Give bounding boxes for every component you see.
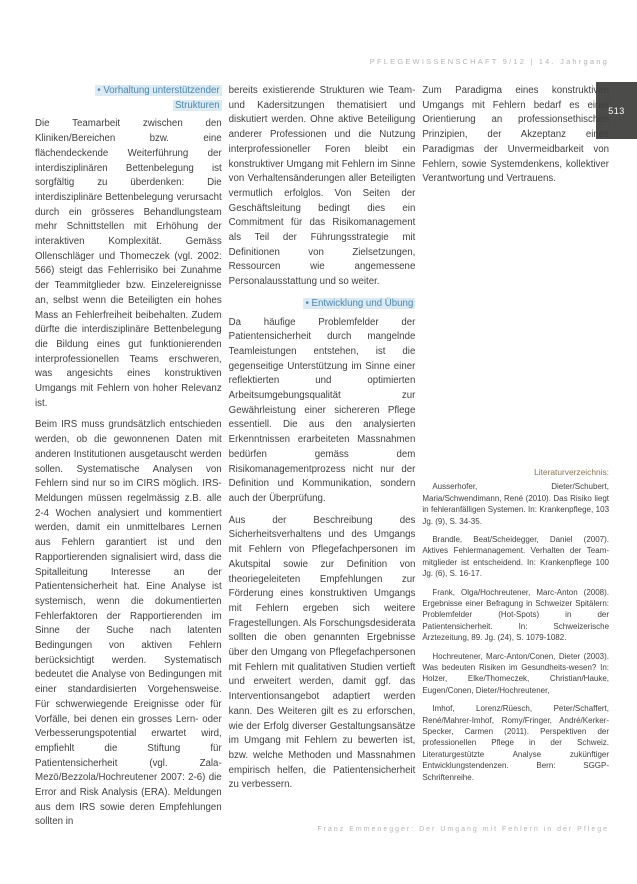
heading-line: • Entwicklung und Übung	[305, 297, 414, 309]
reference-entry: Frank, Olga/Hochreutener, Marc-Anton (2008). Ergebnisse einer Befragung in Schweizer Spitälern: Problemfelder (Hot-Spots) in der Patientensicherheit. In: Schweizerische Ärztezeitung, 89. Jg. (24), S. 1079-1082.	[422, 587, 610, 643]
heading-line-2: Strukturen	[174, 99, 220, 111]
paragraph: Da häufige Problemfelder der Patientensicherheit durch mangelnde Teamleistungen entstehen, ist die gegenseitige Unterstützung im Sinne einer reflektierten und optimierten Arbeitsumgebungsqualität zur Gewährleistung einer sichereren Pflege essentiell. Die aus den analysierten Erkenntnissen erarbeiteten Massnahmen bedürfen gemäss dem Risikomanagementprozess nicht nur der Definition und Kommunikation, sondern auch der Überprüfung.	[228, 316, 416, 504]
text-columns	[35, 84, 609, 837]
page-number: 513	[608, 105, 625, 116]
column-2	[229, 84, 416, 837]
paragraph: Zum Paradigma eines konstruktiven Umgangs mit Fehlern bedarf es einer Orientierung an professionsethischen Prinzipien, der Akzeptanz eines Paradigmas der Unvermeidbarkeit von Fehlern, sowie Systemdenkens, kollektiver Verantwortung und Vertrauens.	[422, 85, 610, 185]
reference-entry: Imhof, Lorenz/Rüesch, Peter/Schaffert, René/Mahrer-Imhof, Romy/Fringer, André/Kerker-Specker, Carmen (2011). Perspektiven der professionellen Pflege in der Schweiz. Literaturgestützte Analyse zukünftiger Entwicklungstendenzen. Bern: SGGP-Schriftenreihe.	[422, 704, 610, 782]
section-heading-entwicklung	[229, 297, 416, 312]
paragraph: Aus der Beschreibung des Sicherheitsverhaltens und des Umgangs mit Fehlern von Pflegefachpersonen im Akutspital sowie zur Definition von theoriegeleiteten Empfehlungen zur Förderung eines konstruktiven Umgangs mit Fehlern ergeben sich weitere Fragestellungen. Als Forschungsdesiderata sollten die oben genannten Ergebnisse über den Umgang von Pflegefachpersonen mit Fehlern mit qualitativen Studien vertieft und erweitert werden, damit ggf. das Interventionsangebot adaptiert werden kann. Des Weiteren gilt es zu erforschen, wie der Erfolg diverser Gestaltungsansätze im Umgang mit Fehlern zu bewerten ist, bzw. welche Methoden und Massnahmen empirisch helfen, die Patientensicherheit zu verbessern.	[228, 514, 416, 791]
section-heading-vorhaltung	[35, 84, 222, 113]
reference-entry: Hochreutener, Marc-Anton/Conen, Dieter (2003). Was bedeuten Risiken im Gesundheits-wesen? In: Holzer, Elke/Thomeczek, Christian/Hauke, Eugen/Conen, Dieter/Hochreutener,	[422, 651, 610, 695]
reference-entry: Brandle, Beat/Scheidegger, Daniel (2007). Aktives Fehlermanagement. Verhalten der Team-mitglieder ist entscheidend. In: Krankenpflege 100 Jg. (6), S. 16-17.	[422, 534, 610, 579]
references-section	[422, 467, 609, 783]
reference-entry: Ausserhofer, Dieter/Schubert, Maria/Schwendimann, René (2010). Das Risiko liegt in fehleranfälligen Systemen. In: Krankenpflege, 103 Jg. (9), S. 34-35.	[422, 482, 610, 526]
paragraph: Beim IRS muss grundsätzlich entschieden werden, ob die gewonnenen Daten mit anderen Institutionen ausgetauscht werden sollen. Systematische Analysen von Fehlern sind nur so im CIRS möglich. IRS-Meldungen müssen regelmässig z.B. alle 2-4 Wochen analysiert und kommentiert werden, damit ein unmittelbares Lernen aus Fehlern garantiert ist und den Rapportierenden signalisiert wird, dass die Spitalleitung Interesse an der Patientensicherheit hat. Eine Analyse ist systemisch, wenn die dokumentierten Fehlerfaktoren der Rapportierenden im Sinne der Suche nach latenten Bedingungen von aktiven Fehlern berücksichtigt werden. Systematisch bedeutet die Analyse von Bedingungen mit einer standardisierten Vorgehensweise. Für schwerwiegende Ereignisse oder für Vorfälle, bei denen ein grosses Lern- oder Verbesserungspotential erwartet wird, empfiehlt die Stiftung für Patientensicherheit (vgl. Zala-Mezö/Bezzola/Hochreutener 2007: 2-6) die Error and Risk Analysis (ERA). Meldungen aus dem IRS sowie deren Empfehlungen sollten in	[35, 419, 222, 828]
column-1	[35, 84, 222, 837]
references-heading: Literaturverzeichnis:	[534, 466, 610, 477]
heading-line-1: • Vorhaltung unterstützender	[97, 85, 220, 96]
paragraph: Die Teamarbeit zwischen den Kliniken/Bereichen bzw. eine flächendeckende Weiterführung der interdisziplinären Bettenbelegung ist sorgfältig zu überdenken: Die interdisziplinäre Bettenbelegung verursacht durch ein grösseres Behandlungsteam mehr Schnittstellen mit Erhöhung der interaktiven Komplexität. Gemäss Ollenschläger und Thomeczek (vgl. 2002: 566) steigt das Fehlerrisiko bei Zunahme der Teammitglieder bzw. Einzelereignisse an, selbst wenn die Beteiligten ein hohes Mass an Fehlerfreiheit beibehalten. Zudem dürfte die interdisziplinäre Bettenbelegung die Bildung eines gut funktionierenden interprofessionellen Teams erschweren, was angesichts eines konstruktiven Umgangs mit Fehlern von hoher Relevanz ist.	[35, 118, 222, 409]
running-head: PFLEGEWISSENSCHAFT 9/12 | 14. Jahrgang	[369, 57, 609, 66]
column-3	[422, 84, 609, 837]
paragraph: bereits existierende Strukturen wie Team- und Kadersitzungen thematisiert und diskutiert werden. Ohne aktive Beteiligung anderer Professionen und die Nutzung interprofessioneller Foren bleibt ein konstruktiver Umgang mit Fehlern im Sinne von Verhaltensänderungen aller Beteiligten vermutlich erfolglos. Von Seiten der Geschäftsleitung bedingt dies ein Commitment für das Risikomanagement als Teil der Führungsstrategie mit Definitionen von Zielsetzungen, Ressourcen wie angemessene Personalausstattung und so weiter.	[228, 85, 416, 288]
page-footer: Franz Emmenegger: Der Umgang mit Fehlern in der Pflege	[317, 826, 609, 833]
